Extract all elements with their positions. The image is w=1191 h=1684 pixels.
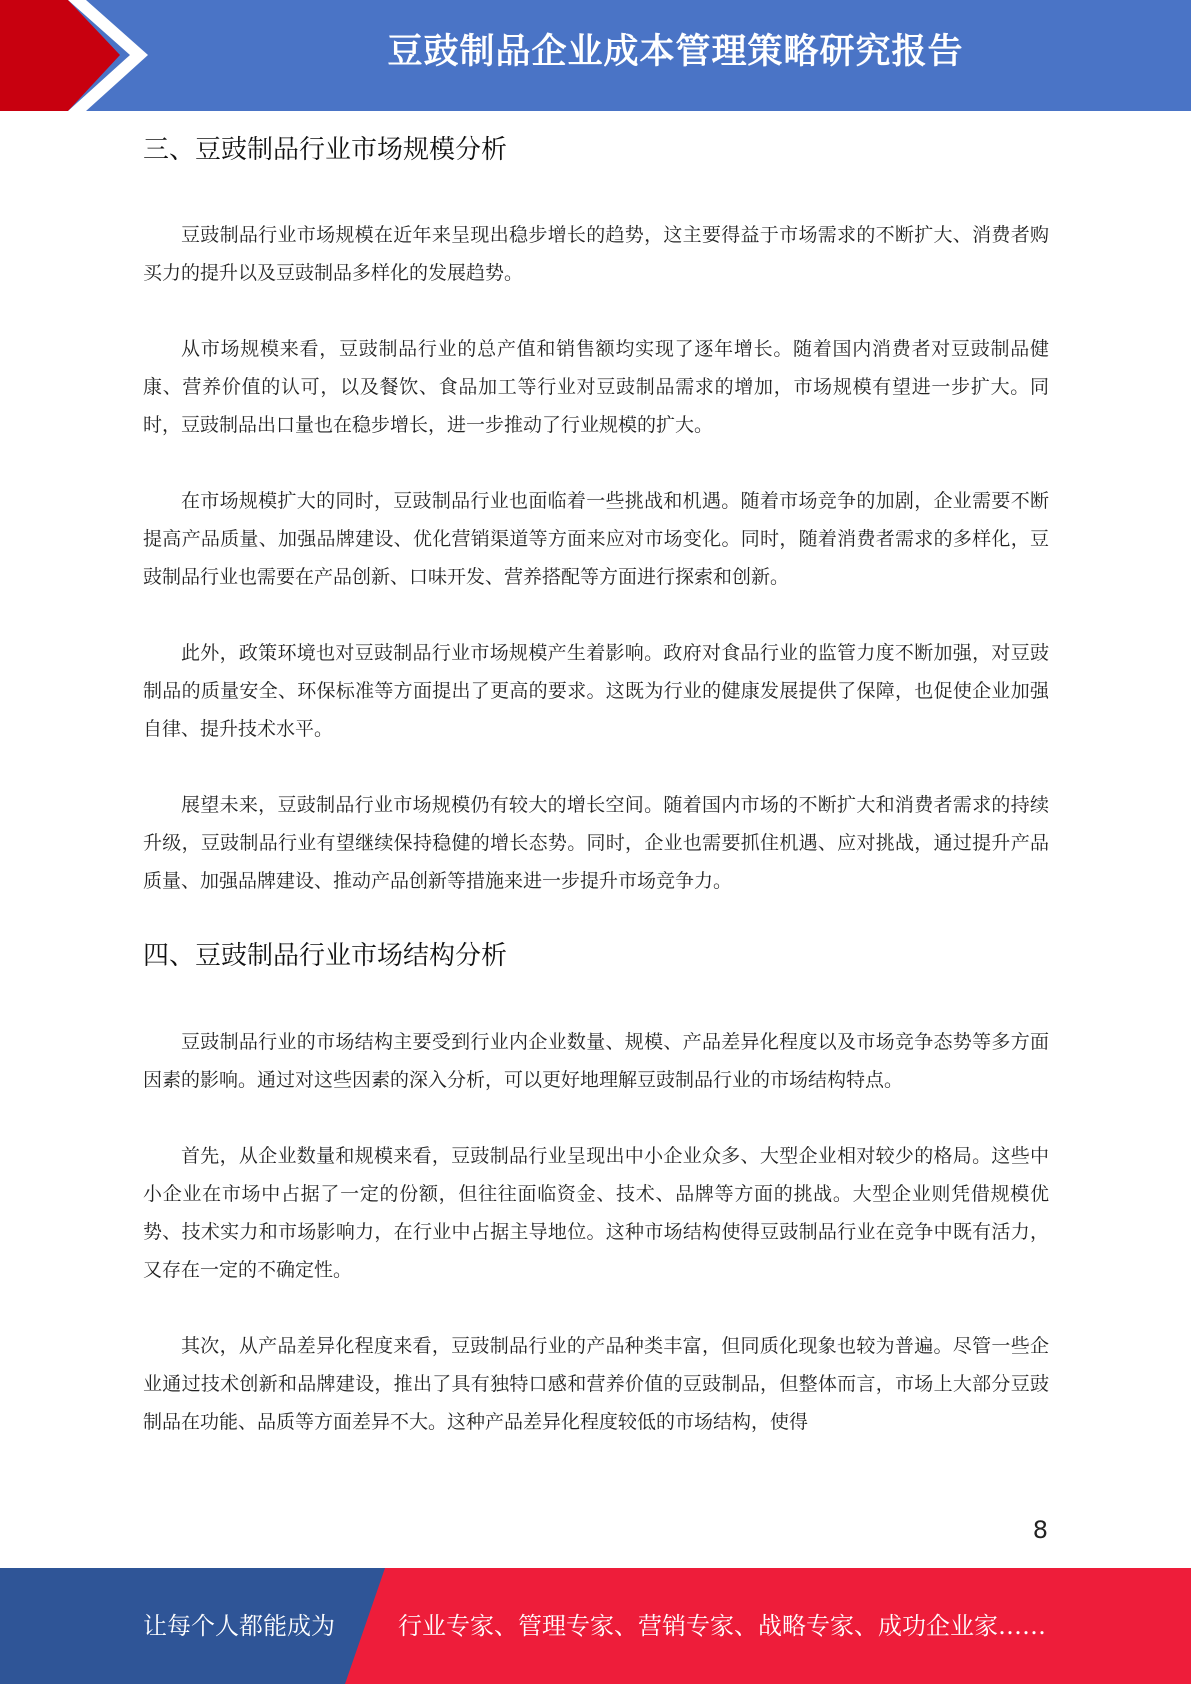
- section-heading-market-size: 三、豆豉制品行业市场规模分析: [143, 135, 508, 165]
- paragraph: 展望未来，豆豉制品行业市场规模仍有较大的增长空间。随着国内市场的不断扩大和消费者需求的持续升级，豆豉制品行业有望继续保持稳健的增长态势。同时，企业也需要抓住机遇、应对挑战，通过提升产品质量、加强品牌建设、推动产品创新等措施来进一步提升市场竞争力。: [143, 794, 1049, 893]
- paragraph: 豆豉制品行业的市场结构主要受到行业内企业数量、规模、产品差异化程度以及市场竞争态势等多方面因素的影响。通过对这些因素的深入分析，可以更好地理解豆豉制品行业的市场结构特点。: [143, 1030, 1049, 1091]
- paragraph: 从市场规模来看，豆豉制品行业的总产值和销售额均实现了逐年增长。随着国内消费者对豆豉制品健康、营养价值的认可，以及餐饮、食品加工等行业对豆豉制品需求的增加，市场规模有望进一步扩大。同时，豆豉制品出口量也在稳步增长，进一步推动了行业规模的扩大。: [143, 338, 1049, 437]
- report-title: 豆豉制品企业成本管理策略研究报告: [387, 32, 964, 72]
- paragraph: 在市场规模扩大的同时，豆豉制品行业也面临着一些挑战和机遇。随着市场竞争的加剧，企业需要不断提高产品质量、加强品牌建设、优化营销渠道等方面来应对市场变化。同时，随着消费者需求的多样化，豆豉制品行业也需要在产品创新、口味开发、营养搭配等方面进行探索和创新。: [143, 490, 1049, 589]
- page-footer: [0, 1568, 1191, 1684]
- footer-slogan-left: 让每个人都能成为: [143, 1612, 335, 1640]
- page-number: 8: [1032, 1516, 1048, 1544]
- paragraph: 豆豉制品行业市场规模在近年来呈现出稳步增长的趋势，这主要得益于市场需求的不断扩大、消费者购买力的提升以及豆豉制品多样化的发展趋势。: [143, 224, 1049, 285]
- paragraph: 其次，从产品差异化程度来看，豆豉制品行业的产品种类丰富，但同质化现象也较为普遍。尽管一些企业通过技术创新和品牌建设，推出了具有独特口感和营养价值的豆豉制品，但整体而言，市场上大部分豆豉制品在功能、品质等方面差异不大。这种产品差异化程度较低的市场结构，使得: [143, 1334, 1049, 1433]
- page-content: [143, 112, 1049, 1441]
- page-header: [0, 0, 1191, 111]
- footer-slogan-right: 行业专家、管理专家、营销专家、战略专家、成功企业家……: [398, 1612, 1046, 1640]
- paragraph: 首先，从企业数量和规模来看，豆豉制品行业呈现出中小企业众多、大型企业相对较少的格局。这些中小企业在市场中占据了一定的份额，但往往面临资金、技术、品牌等方面的挑战。大型企业则凭借规模优势、技术实力和市场影响力，在行业中占据主导地位。这种市场结构使得豆豉制品行业在竞争中既有活力，又存在一定的不确定性。: [143, 1144, 1049, 1281]
- paragraph: 此外，政策环境也对豆豉制品行业市场规模产生着影响。政府对食品行业的监管力度不断加强，对豆豉制品的质量安全、环保标准等方面提出了更高的要求。这既为行业的健康发展提供了保障，也促使企业加强自律、提升技术水平。: [143, 642, 1049, 741]
- section-heading-market-structure: 四、豆豉制品行业市场结构分析: [143, 941, 508, 972]
- header-arrow-decoration: [0, 0, 160, 111]
